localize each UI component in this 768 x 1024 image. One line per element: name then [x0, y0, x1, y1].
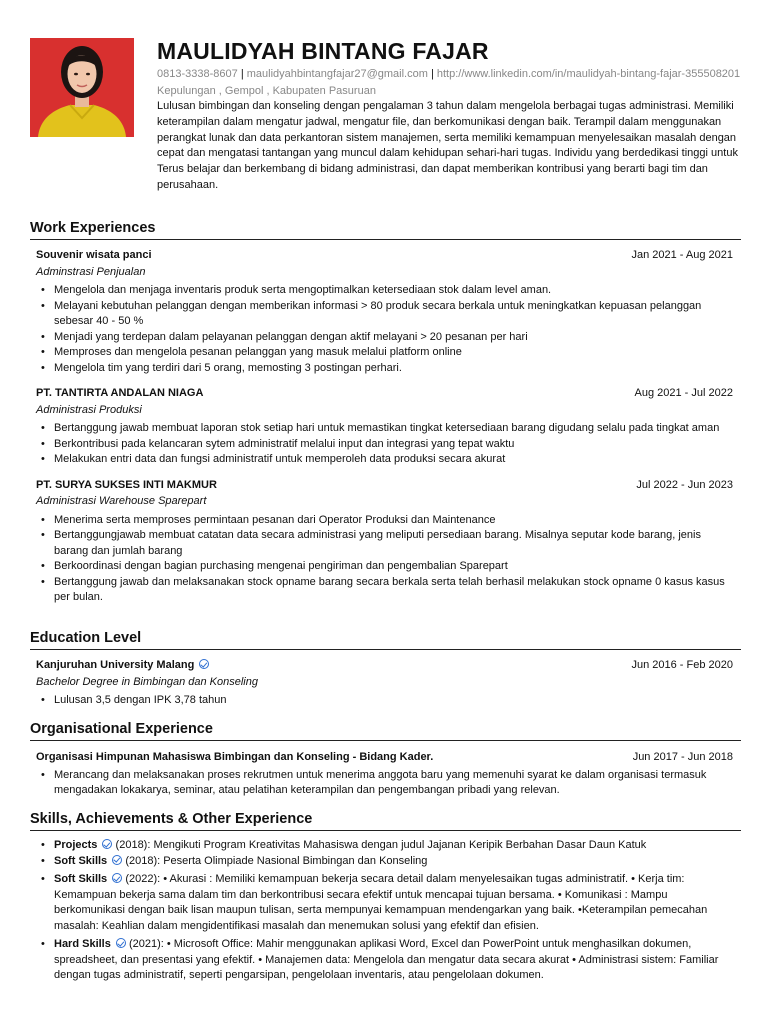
bullet-item: • Menjadi yang terdepan dalam pelayanan pelanggan dengan aktif melayani > 20 pesanan per hari: [36, 330, 733, 346]
work-experience-section: [30, 219, 741, 606]
skill-text: (2022): • Akurasi : Memiliki kemampuan bekerja secara detail dalam menyelesaikan tugas administratif. • Kerja tim: Kemampuan bekerja sama dalam tim dan berkontribusi secara efektif untuk mencapai tujuan bersama. • Komunikasi : Mampu berkomunikasi dengan baik lisan maupun tulisan, serta mempunyai kemampuan mendengarkan yang baik. •Keterampilan pemecahan masalah: Keahlian dalam mengidentifikasi masalah dan menemukan solusi yang efektif dan efisien.: [54, 873, 708, 932]
section-title: Organisational Experience: [30, 720, 741, 741]
skills-list: [36, 838, 733, 984]
bullet-item: • Lulusan 3,5 dengan IPK 3,78 tahun: [36, 693, 733, 709]
skill-item: [36, 854, 733, 870]
skill-label: Soft Skills: [54, 854, 108, 867]
company-name: Souvenir wisata panci: [36, 249, 152, 261]
skills-section: [30, 810, 741, 984]
organisation-dates: Jun 2017 - Jun 2018: [632, 751, 733, 763]
skill-label: Hard Skills: [54, 938, 111, 950]
skill-label: Projects: [54, 839, 98, 851]
bullet-item: • Melakukan entri data dan fungsi administratif untuk memperoleh data produksi secara akurat: [36, 452, 733, 468]
bullet-item: • Berkoordinasi dengan bagian purchasing mengenai pengiriman dan pengembalian Sparepart: [36, 559, 733, 575]
skill-text: (2018): Peserta Olimpiade Nasional Bimbingan dan Konseling: [125, 854, 428, 867]
bullet-item: • Merancang dan melaksanakan proses rekrutmen untuk menerima anggota baru yang memenuhi syarat ke dalam organisasi termasuk mengadakan lokakarya, seminar, atau pelatihan keterampilan dan pengembangan pribadi yang relevan.: [36, 768, 733, 799]
contact-separator: |: [430, 68, 434, 80]
email-link[interactable]: maulidyahbintangfajar27@gmail.com: [246, 68, 428, 80]
skill-item: [36, 838, 733, 854]
education-entry: [30, 658, 741, 709]
job-bullets: [36, 283, 733, 376]
job-entry: [30, 478, 741, 606]
job-entry: [30, 386, 741, 468]
institution-name: [36, 658, 209, 674]
skill-text: (2018): Mengikuti Program Kreativitas Mahasiswa dengan judul Jajanan Keripik Berbahan Dasar Daun Katuk: [115, 839, 647, 851]
job-bullets: [36, 421, 733, 468]
education-bullets: [36, 693, 733, 709]
profile-photo: [30, 38, 134, 137]
linkedin-link[interactable]: http://www.linkedin.com/in/maulidyah-bintang-fajar-355508201: [436, 68, 741, 80]
skills-entry: [30, 838, 741, 984]
degree: Bachelor Degree in Bimbingan dan Konseling: [36, 675, 258, 688]
contact-separator: |: [240, 68, 244, 80]
company-name: PT. SURYA SUKSES INTI MAKMUR: [36, 478, 217, 491]
contact-line: [157, 68, 747, 80]
profile-photo-illustration: [30, 38, 134, 137]
job-entry: [30, 248, 741, 376]
job-dates: Jan 2021 - Aug 2021: [631, 249, 733, 261]
job-role: Adminstrasi Penjualan: [36, 265, 146, 278]
verified-check-icon: [199, 659, 209, 669]
organisation-name: Organisasi Himpunan Mahasiswa Bimbingan dan Konseling - Bidang Kader.: [36, 751, 434, 763]
skill-text: (2021): • Microsoft Office: Mahir menggunakan aplikasi Word, Excel dan PowerPoint untuk menghasilkan dokumen, spreadsheet, dan presentasi yang efektif. • Manajemen data: Mengelola dan mengatur data secara akurat • Administrasi sistem: Familiar dengan tugas administratif, seperti pengarsipan, pengelolaan inventaris, atau pengelolaan dokumen.: [54, 938, 719, 981]
candidate-name: MAULIDYAH BINTANG FAJAR: [157, 38, 489, 64]
verified-check-icon: [116, 938, 126, 948]
header-text: [157, 38, 747, 194]
organisation-entry: [30, 750, 741, 799]
education-dates: Jun 2016 - Feb 2020: [631, 659, 733, 671]
bullet-item: • Berkontribusi pada kelancaran sytem administratif melalui input dan integrasi yang tepat waktu: [36, 437, 733, 453]
bullet-item: • Menerima serta memproses permintaan pesanan dari Operator Produksi dan Maintenance: [36, 513, 733, 529]
bullet-item: • Mengelola tim yang terdiri dari 5 orang, memosting 3 postingan perhari.: [36, 361, 733, 377]
organisational-section: [30, 720, 741, 799]
verified-check-icon: [102, 839, 112, 849]
bullet-item: • Bertanggung jawab dan melaksanakan stock opname barang secara berkala serta telah berhasil melakukan stock opname 0 kasus kasus per bulan.: [36, 575, 733, 606]
bullet-item: • Memproses dan mengelola pesanan pelanggan yang masuk melalui platform online: [36, 345, 733, 361]
skill-item: [36, 937, 733, 984]
institution-name-text: Kanjuruhan University Malang: [36, 659, 195, 671]
resume-header: [30, 38, 741, 213]
skill-item: [36, 872, 733, 934]
section-title: Education Level: [30, 629, 741, 650]
education-section: [30, 629, 741, 709]
job-dates: Jul 2022 - Jun 2023: [636, 478, 733, 491]
section-title: Work Experiences: [30, 219, 741, 240]
job-role: Administrasi Warehouse Sparepart: [36, 495, 207, 507]
section-title: Skills, Achievements & Other Experience: [30, 810, 741, 831]
verified-check-icon: [112, 855, 122, 865]
phone-link[interactable]: 0813-3338-8607: [157, 68, 238, 80]
bullet-item: • Bertanggung jawab membuat laporan stok setiap hari untuk memastikan tingkat ketersediaan barang digudang selalu pada tingkat aman: [36, 421, 733, 437]
bullet-item: • Bertanggungjawab membuat catatan data secara administrasi yang meliputi persediaan barang. Misalnya seputar kode barang, jenis barang dan jumlah barang: [36, 528, 733, 559]
profile-summary: Lulusan bimbingan dan konseling dengan pengalaman 3 tahun dalam mengelola berbagai tugas administrasi. Memiliki keterampilan dalam mengatur jadwal, mengatur file, dan berkomunikasi dengan baik. Terampil dalam menggunakan perangkat lunak dan data perkantoran sistem manajemen, serta memiliki kemampuan menyelesaikan masalah dengan cepat dan mengatasi tantangan yang muncul dalam kehidupan sehari-hari tugas. Individu yang berdedikasi tinggi untuk Terus belajar dan berkembang di bidang administrasi, dan dapat memberikan kontribusi yang berarti bagi tim dan perusahaan.: [157, 100, 738, 191]
organisation-bullets: [36, 768, 733, 799]
company-name: PT. TANTIRTA ANDALAN NIAGA: [36, 387, 204, 399]
skill-label: Soft Skills: [54, 873, 108, 885]
job-dates: Aug 2021 - Jul 2022: [634, 387, 733, 399]
job-role: Administrasi Produksi: [36, 403, 142, 416]
bullet-item: • Melayani kebutuhan pelanggan dengan memberikan informasi > 80 produk secara berkala untuk meningkatkan kepuasan pelanggan sebesar 40 - 50 %: [36, 299, 733, 330]
job-bullets: [36, 513, 733, 606]
bullet-item: • Mengelola dan menjaga inventaris produk serta mengoptimalkan ketersediaan stok dalam level aman.: [36, 283, 733, 299]
verified-check-icon: [112, 873, 122, 883]
address: Kepulungan , Gempol , Kabupaten Pasuruan: [157, 85, 376, 97]
